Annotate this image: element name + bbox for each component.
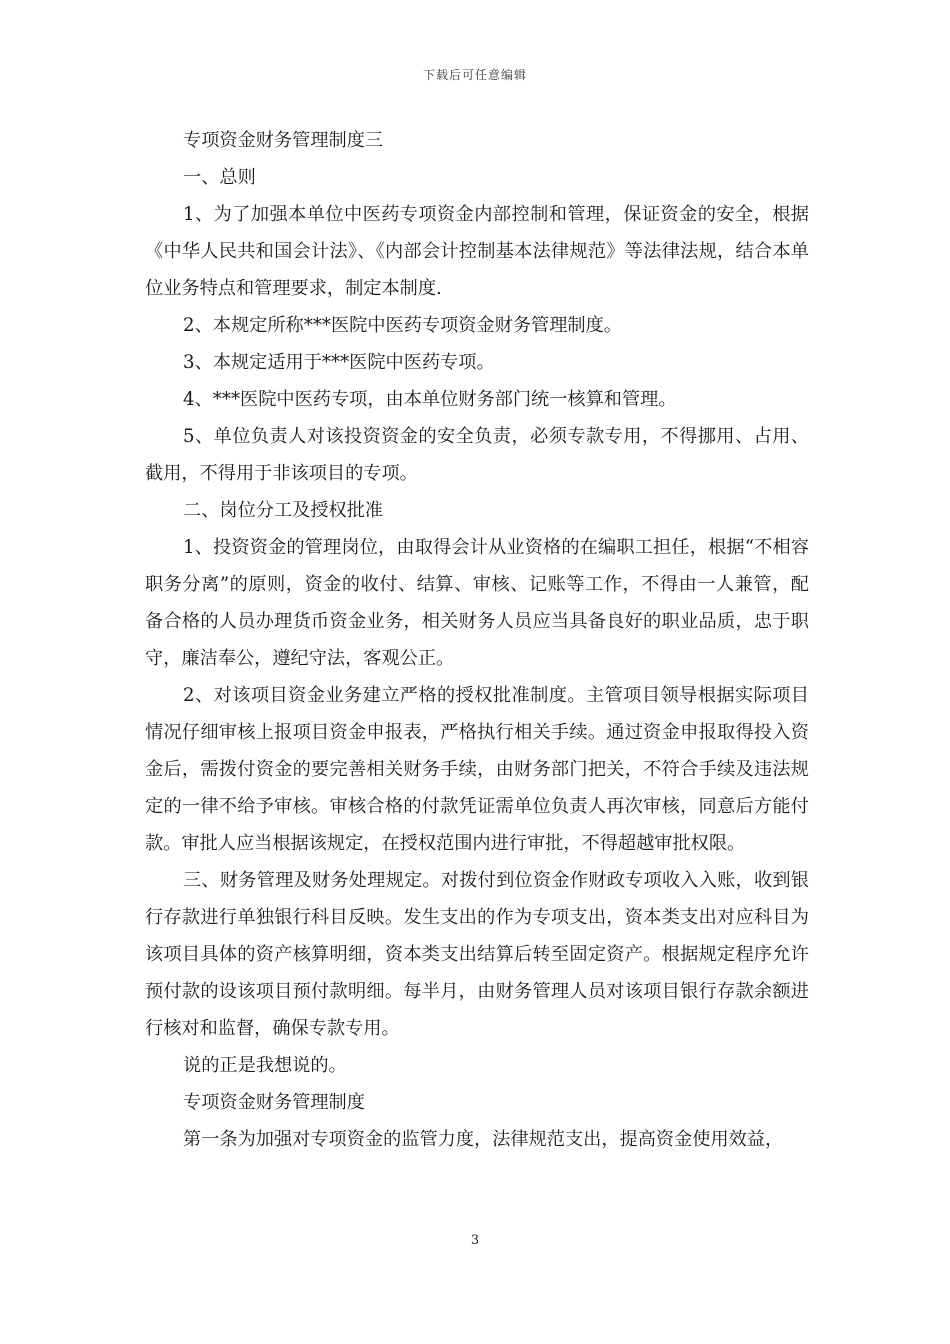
paragraph: 第一条为加强对专项资金的监管力度，法律规范支出，提高资金使用效益， [183, 1129, 784, 1150]
document-title: 专项资金财务管理制度三 [183, 130, 384, 151]
document-body [145, 122, 809, 1158]
paragraph: 3、本规定适用于***医院中医药专项。 [183, 352, 495, 373]
paragraph: 三、财务管理及财务处理规定。对拨付到位资金作财政专项收入入账，收到银行存款进行单独银行科目反映。发生支出的作为专项支出，资本类支出对应科目为该项目具体的资产核算明细，资本类支出结算后转至固定资产。根据规定程序允许预付款的设该项目预付款明细。每半月，由财务管理人员对该项目银行存款余额进行核对和监督，确保专款专用。 [145, 870, 809, 1039]
paragraph: 4、***医院中医药专项，由本单位财务部门统一核算和管理。 [183, 389, 677, 410]
paragraph: 5、单位负责人对该投资资金的安全负责，必须专款专用，不得挪用、占用、截用，不得用于非该项目的专项。 [145, 426, 809, 484]
paragraph: 1、为了加强本单位中医药专项资金内部控制和管理，保证资金的安全，根据《中华人民共和国会计法》、《内部会计控制基本法律规范》等法律法规，结合本单位业务特点和管理要求，制定本制度. [145, 204, 809, 299]
subtitle: 专项资金财务管理制度 [183, 1092, 365, 1113]
section-heading-roles: 二、岗位分工及授权批准 [183, 500, 384, 521]
paragraph: 1、投资资金的管理岗位，由取得会计从业资格的在编职工担任，根据“不相容职务分离”的原则，资金的收付、结算、审核、记账等工作，不得由一人兼管，配备合格的人员办理货币资金业务，相关财务人员应当具备良好的职业品质，忠于职守，廉洁奉公，遵纪守法，客观公正。 [145, 537, 809, 669]
page-number: 3 [470, 1233, 480, 1248]
paragraph: 说的正是我想说的。 [183, 1055, 347, 1076]
paragraph: 2、对该项目资金业务建立严格的授权批准制度。主管项目领导根据实际项目情况仔细审核上报项目资金申报表，严格执行相关手续。通过资金申报取得投入资金后，需拨付资金的要完善相关财务手续，由财务部门把关，不符合手续及违法规定的一律不给予审核。审核合格的付款凭证需单位负责人再次审核，同意后方能付款。审批人应当根据该规定，在授权范围内进行审批，不得超越审批权限。 [145, 685, 809, 854]
paragraph: 2、本规定所称***医院中医药专项资金财务管理制度。 [183, 315, 622, 336]
section-heading-general: 一、总则 [183, 167, 256, 188]
header-note: 下载后可任意编辑 [422, 68, 527, 82]
